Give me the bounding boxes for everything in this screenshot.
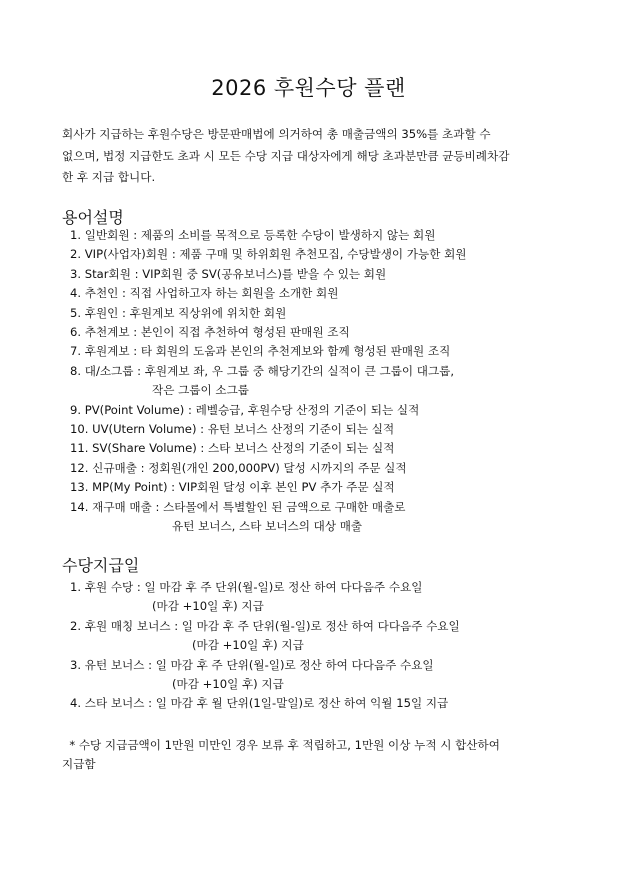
list-item <box>70 478 466 497</box>
intro-line: 한 후 지급 합니다. <box>62 170 156 184</box>
footnote-line: * 수당 지급금액이 1만원 미만인 경우 보류 후 적립하고, 1만원 이상 누적 시 합산하여 <box>62 738 500 752</box>
term-text: 6. 추천계보 : 본인이 직접 추천하여 형성된 판매원 조직 <box>70 325 350 340</box>
term-text: 11. SV(Share Volume) : 스타 보너스 산정의 기준이 되는 실적 <box>70 441 395 456</box>
list-item <box>70 226 466 245</box>
term-text: 3. Star회원 : VIP회원 중 SV(공유보너스)를 받을 수 있는 회원 <box>70 266 387 281</box>
term-text: 1. 일반회원 : 제품의 소비를 목적으로 등록한 수당이 발생하지 않는 회원 <box>70 228 436 242</box>
payment-continuation: (마감 +10일 후) 지급 <box>152 599 264 614</box>
term-text: 9. PV(Point Volume) : 레벨승급, 후원수당 산정의 기준이 되는 실적 <box>70 402 420 417</box>
intro-line: 없으며, 법정 지급한도 초과 시 모든 수당 지급 대상자에게 해당 초과분만큼 균등비례차감 <box>62 148 510 163</box>
payment-continuation: (마감 +10일 후) 지급 <box>192 638 304 653</box>
term-text: 14. 재구매 매출 : 스타몰에서 특별할인 된 금액으로 구매한 매출로 <box>70 499 406 514</box>
term-text: 4. 추천인 : 직접 사업하고자 하는 회원을 소개한 회원 <box>70 286 339 301</box>
list-item <box>70 617 460 656</box>
list-item <box>70 459 466 478</box>
list-item <box>70 304 466 323</box>
terms-list <box>70 226 466 537</box>
list-item <box>70 401 466 420</box>
term-text: 12. 신규매출 : 정회원(개인 200,000PV) 달성 시까지의 주문 실적 <box>70 460 407 475</box>
list-item <box>70 342 466 361</box>
payment-heading: 수당지급일 <box>62 556 140 575</box>
list-item <box>70 498 466 537</box>
list-item <box>70 439 466 458</box>
list-item <box>70 245 466 264</box>
list-item <box>70 265 466 284</box>
payment-list <box>70 578 460 714</box>
payment-text: 3. 유턴 보너스 : 일 마감 후 주 단위(월-일)로 정산 하여 다다음주 수요일 <box>70 657 434 672</box>
term-text: 10. UV(Utern Volume) : 유턴 보너스 산정의 기준이 되는 실적 <box>70 422 395 437</box>
term-text: 13. MP(My Point) : VIP회원 달성 이후 본인 PV 추가 주문 실적 <box>70 480 395 495</box>
list-item <box>70 362 466 401</box>
list-item <box>70 578 460 617</box>
payment-text: 2. 후원 매칭 보너스 : 일 마감 후 주 단위(월-일)로 정산 하여 다다음주 수요일 <box>70 618 460 633</box>
term-continuation: 유턴 보너스, 스타 보너스의 대상 매출 <box>172 519 363 534</box>
footnote <box>62 736 562 775</box>
page-title: 2026 후원수당 플랜 <box>211 76 406 100</box>
payment-text: 1. 후원 수당 : 일 마감 후 주 단위(월-일)로 정산 하여 다다음주 수요일 <box>70 580 423 594</box>
term-text: 2. VIP(사업자)회원 : 제품 구매 및 하위회원 추천모집, 수당발생이 가능한 회원 <box>70 247 467 262</box>
terms-heading: 용어설명 <box>62 208 124 227</box>
payment-text: 4. 스타 보너스 : 일 마감 후 월 단위(1일-말일)로 정산 하여 익월 15일 지급 <box>70 696 449 711</box>
list-item <box>70 656 460 695</box>
list-item <box>70 420 466 439</box>
list-item <box>70 284 466 303</box>
payment-continuation: (마감 +10일 후) 지급 <box>172 677 284 692</box>
list-item <box>70 694 460 713</box>
intro-line: 회사가 지급하는 후원수당은 방문판매법에 의거하여 총 매출금액의 35%를 초과할 수 <box>62 127 491 141</box>
list-item <box>70 323 466 342</box>
intro-paragraph <box>62 124 562 189</box>
term-text: 7. 후원계보 : 타 회원의 도움과 본인의 추천계보와 함께 형성된 판매원 조직 <box>70 344 451 359</box>
term-text: 5. 후원인 : 후원계보 직상위에 위치한 회원 <box>70 305 287 320</box>
footnote-line: 지급함 <box>62 757 96 772</box>
term-continuation: 작은 그룹이 소그룹 <box>152 383 249 398</box>
term-text: 8. 대/소그룹 : 후원계보 좌, 우 그룹 중 해당기간의 실적이 큰 그룹이 대그룹, <box>70 363 455 378</box>
